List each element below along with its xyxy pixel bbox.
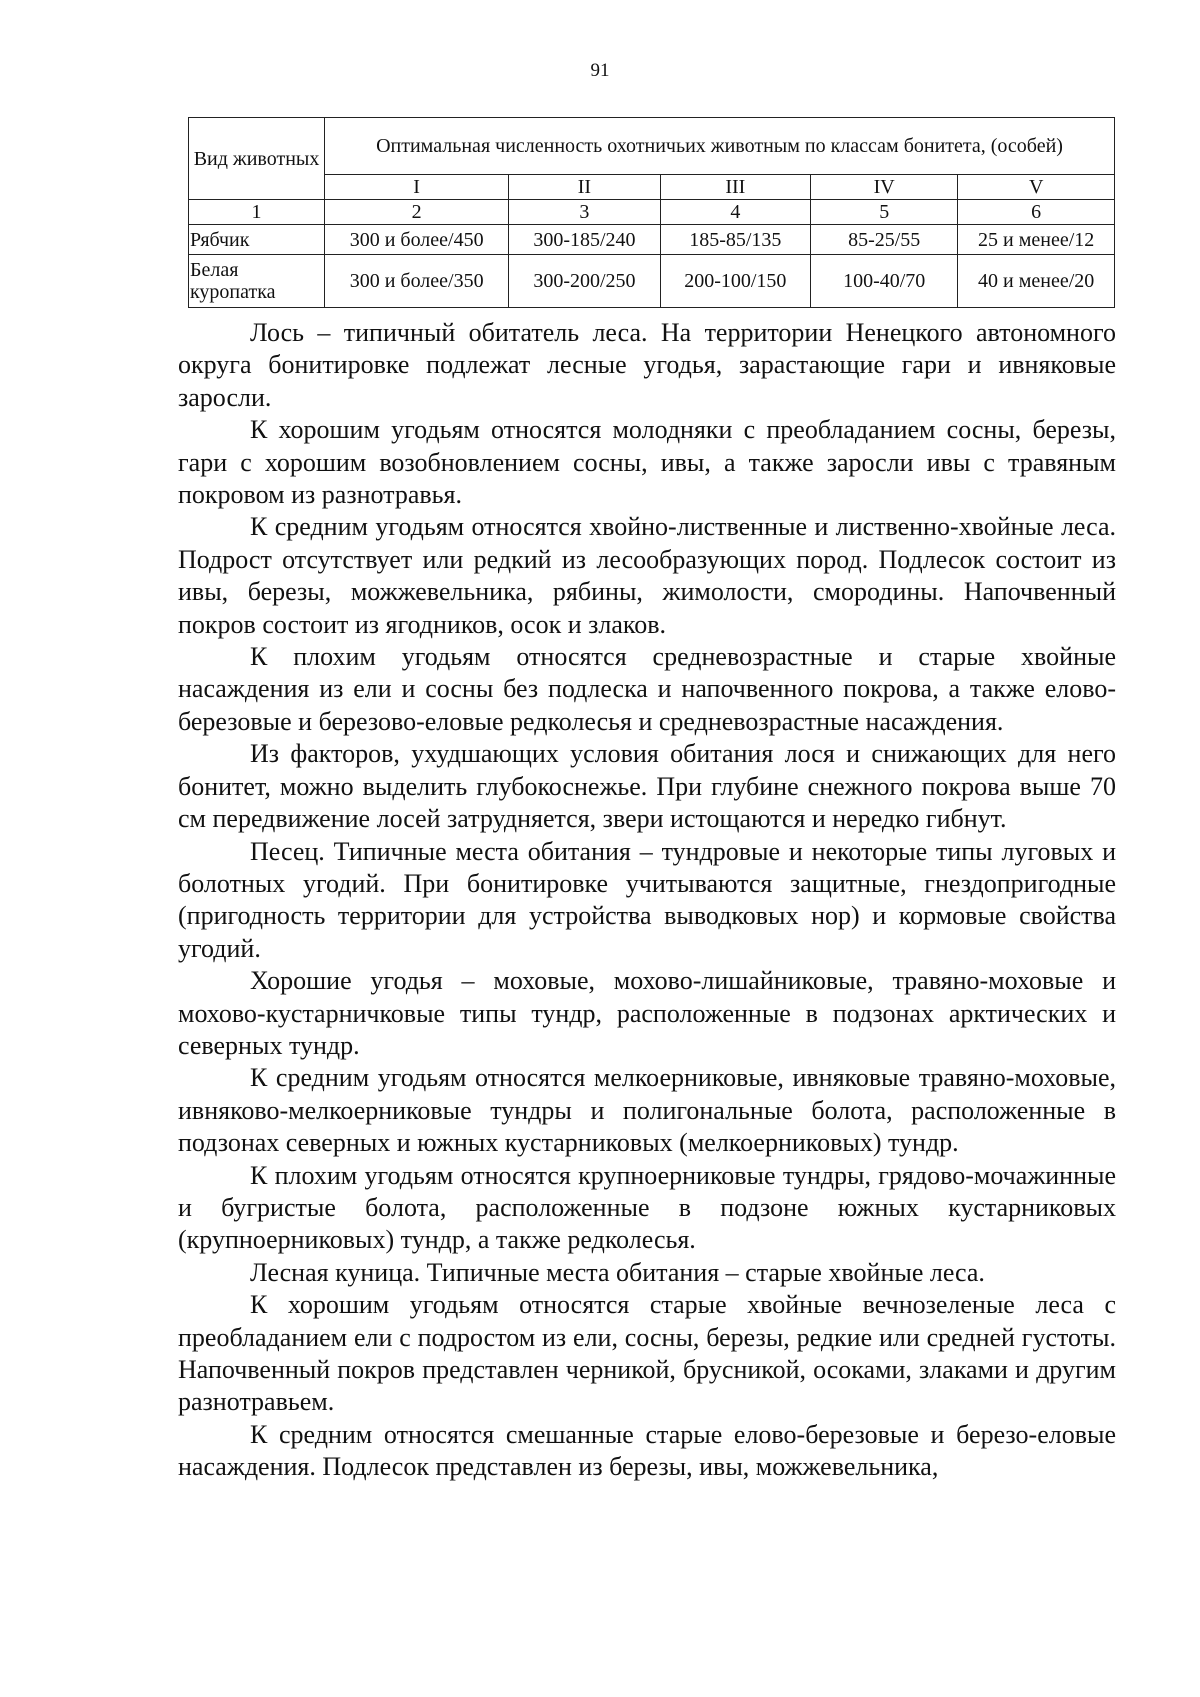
table-cell: 300 и более/450 — [325, 225, 509, 255]
class-header: V — [958, 175, 1115, 200]
table-cell: 100-40/70 — [811, 255, 958, 308]
table-cell: 300 и более/350 — [325, 255, 509, 308]
class-header: IV — [811, 175, 958, 200]
column-number: 5 — [811, 200, 958, 225]
table-cell: 200-100/150 — [660, 255, 810, 308]
paragraph: К плохим угодьям относятся крупноерниковые тундры, грядово-мочажинные и бугристые болота, расположенные в подзоне южных кустарниковых (крупноерниковых) тундр, а также редколесья. — [178, 1160, 1116, 1255]
paragraph: К средним относятся смешанные старые елово-березовые и березо-еловые насаждения. Подлесок представлен из березы, ивы, можжевельника, — [178, 1419, 1116, 1482]
table-cell: 25 и менее/12 — [958, 225, 1115, 255]
paragraph: К средним угодьям относятся хвойно-лиственные и лиственно-хвойные леса. Подрост отсутствует или редкий из лесообразующих пород. Подлесок состоит из ивы, березы, можжевельника, рябины, жимолости, смородины. Напочвенный покров состоит из ягодников, осок и злаков. — [178, 512, 1116, 639]
paragraph: К средним угодьям относятся мелкоерниковые, ивняковые травяно-моховые, ивняково-мелкоерниковые тундры и полигональные болота, расположенные в подзонах северных и южных кустарниковых (мелкоерниковых) тундр. — [178, 1063, 1116, 1158]
paragraph: Лесная куница. Типичные места обитания – старые хвойные леса. — [250, 1257, 985, 1287]
body-text — [178, 317, 1116, 1484]
column-number: 4 — [660, 200, 810, 225]
column-number: 6 — [958, 200, 1115, 225]
table-row — [189, 225, 1115, 255]
class-header: I — [325, 175, 509, 200]
table-cell: 300-185/240 — [509, 225, 660, 255]
column-number: 1 — [189, 200, 325, 225]
page-number: 91 — [590, 60, 610, 81]
table-cell: 300-200/250 — [509, 255, 660, 308]
paragraph: Песец. Типичные места обитания – тундровые и некоторые типы луговых и болотных угодий. При бонитировке учитываются защитные, гнездопригодные (пригодность территории для устройства выводковых нор) и кормовые свойства угодий. — [178, 836, 1116, 963]
table-cell: 85-25/55 — [811, 225, 958, 255]
header-animal: Вид животных — [189, 118, 325, 200]
paragraph: К хорошим угодьям относятся старые хвойные вечнозеленые леса с преобладанием ели с подростом из ели, сосны, березы, редкие или средней густоты. Напочвенный покров представлен черникой, брусникой, осоками, злаками и другим разнотравьем. — [178, 1290, 1116, 1417]
paragraph: К хорошим угодьям относятся молодняки с преобладанием сосны, березы, гари с хорошим возобновлением сосны, ивы, а также заросли ивы с травяным покровом из разнотравья. — [178, 415, 1116, 510]
header-main: Оптимальная численность охотничьих животным по классам бонитета, (особей) — [325, 118, 1115, 175]
table-cell: 185-85/135 — [660, 225, 810, 255]
animal-name: Рябчик — [189, 225, 325, 255]
paragraph: Хорошие угодья – моховые, мохово-лишайниковые, травяно-моховые и мохово-кустарничковые типы тундр, расположенные в подзонах арктических и северных тундр. — [178, 966, 1116, 1060]
class-header: II — [509, 175, 660, 200]
table-cell: 40 и менее/20 — [958, 255, 1115, 308]
table-row — [189, 255, 1115, 308]
bonitet-table — [188, 117, 1115, 308]
paragraph: Из факторов, ухудшающих условия обитания лося и снижающих для него бонитет, можно выделить глубокоснежье. При глубине снежного покрова выше 70 см передвижение лосей затрудняется, звери истощаются и нередко гибнут. — [178, 739, 1116, 834]
column-number: 2 — [325, 200, 509, 225]
class-header: III — [660, 175, 810, 200]
animal-name: Белая куропатка — [189, 255, 325, 308]
column-number: 3 — [509, 200, 660, 225]
paragraph: Лось – типичный обитатель леса. На территории Ненецкого автономного округа бонитировке подлежат лесные угодья, зарастающие гари и ивняковые заросли. — [178, 318, 1116, 412]
paragraph: К плохим угодьям относятся средневозрастные и старые хвойные насаждения из ели и сосны без подлеска и напочвенного покрова, а также елово-березовые и березово-еловые редколесья и средневозрастные насаждения. — [178, 642, 1116, 736]
